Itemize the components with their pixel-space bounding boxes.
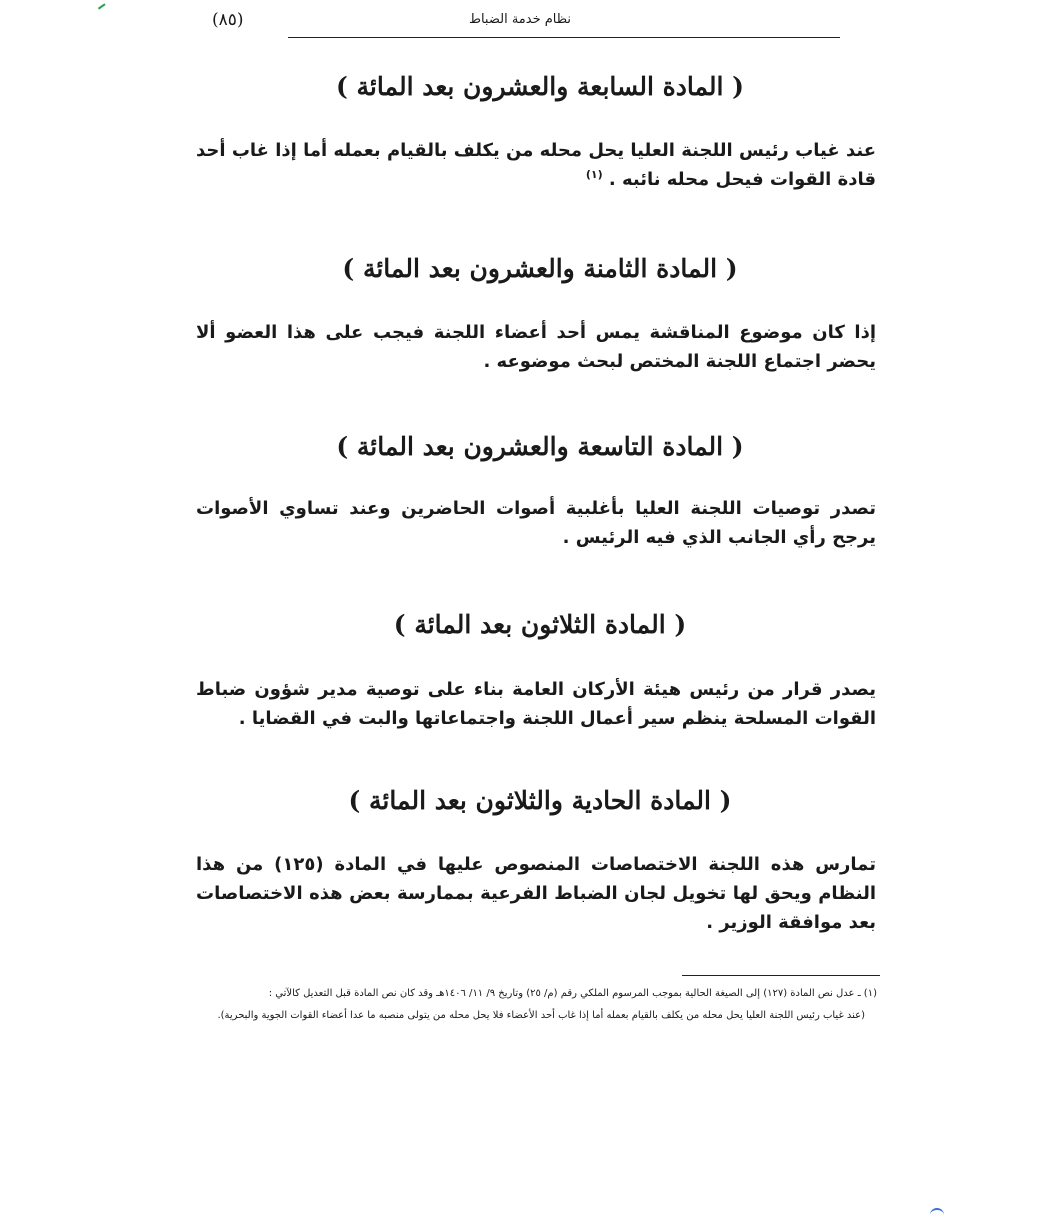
footnote-ref: (١): [585, 168, 603, 181]
page-header: [200, 8, 840, 38]
article-127-text: عند غياب رئيس اللجنة العليا يحل محله من يكلف بالقيام بعمله أما إذا غاب أحد قادة القوات فيحل محله نائبه .: [196, 140, 876, 190]
page-number: (٨٥): [212, 10, 244, 30]
article-130-body: يصدر قرار من رئيس هيئة الأركان العامة بناء على توصية مدير شؤون ضباط القوات المسلحة ينظم سير أعمال اللجنة واجتماعاتها والبت في القضايا .: [196, 679, 876, 729]
article-131-title: ( المادة الحادية والثلاثون بعد المائة ): [348, 786, 732, 815]
article-129-title: ( المادة التاسعة والعشرون بعد المائة ): [336, 432, 744, 461]
scan-corner-mark: [930, 1208, 944, 1216]
footnotes: [205, 983, 877, 1027]
footnote-1: (١) ـ عدل نص المادة (١٢٧) إلى الصيغة الحالية بموجب المرسوم الملكي رقم (م/ ٢٥) وتاريخ ٩/ ١١/ ١٤٠٦هـ وقد كان نص المادة قبل التعديل كالآتي :: [268, 988, 877, 999]
scan-edge-mark: [94, 0, 105, 10]
header-rule: [288, 37, 840, 38]
article-129-body: تصدر توصيات اللجنة العليا بأغلبية أصوات الحاضرين وعند تساوي الأصوات يرجح رأي الجانب الذي فيه الرئيس .: [196, 498, 876, 548]
article-131-body: تمارس هذه اللجنة الاختصاصات المنصوص عليها في المادة (١٢٥) من هذا النظام ويحق لها تخويل لجان الضباط الفرعية بممارسة بعض هذه الاختصاصات بعد موافقة الوزير .: [196, 854, 876, 933]
footnote-rule: [682, 975, 880, 976]
footnote-1-quote: (عند غياب رئيس اللجنة العليا يحل محله من يكلف بالقيام بعمله أما إذا غاب أحد الأعضاء فلا يحل محله من يتولى منصبه ما عدا أعضاء القوات الجوية والبحرية).: [217, 1010, 865, 1021]
article-127-title: ( المادة السابعة والعشرون بعد المائة ): [335, 72, 744, 101]
article-128-body: إذا كان موضوع المناقشة يمس أحد أعضاء اللجنة فيجب على هذا العضو ألا يحضر اجتماع اللجنة المختص لبحث موضوعه .: [196, 322, 876, 372]
article-128-title: ( المادة الثامنة والعشرون بعد المائة ): [342, 254, 738, 283]
running-title: نظام خدمة الضباط: [468, 12, 572, 27]
article-127-body: [196, 136, 876, 194]
article-130-title: ( المادة الثلاثون بعد المائة ): [393, 610, 687, 639]
